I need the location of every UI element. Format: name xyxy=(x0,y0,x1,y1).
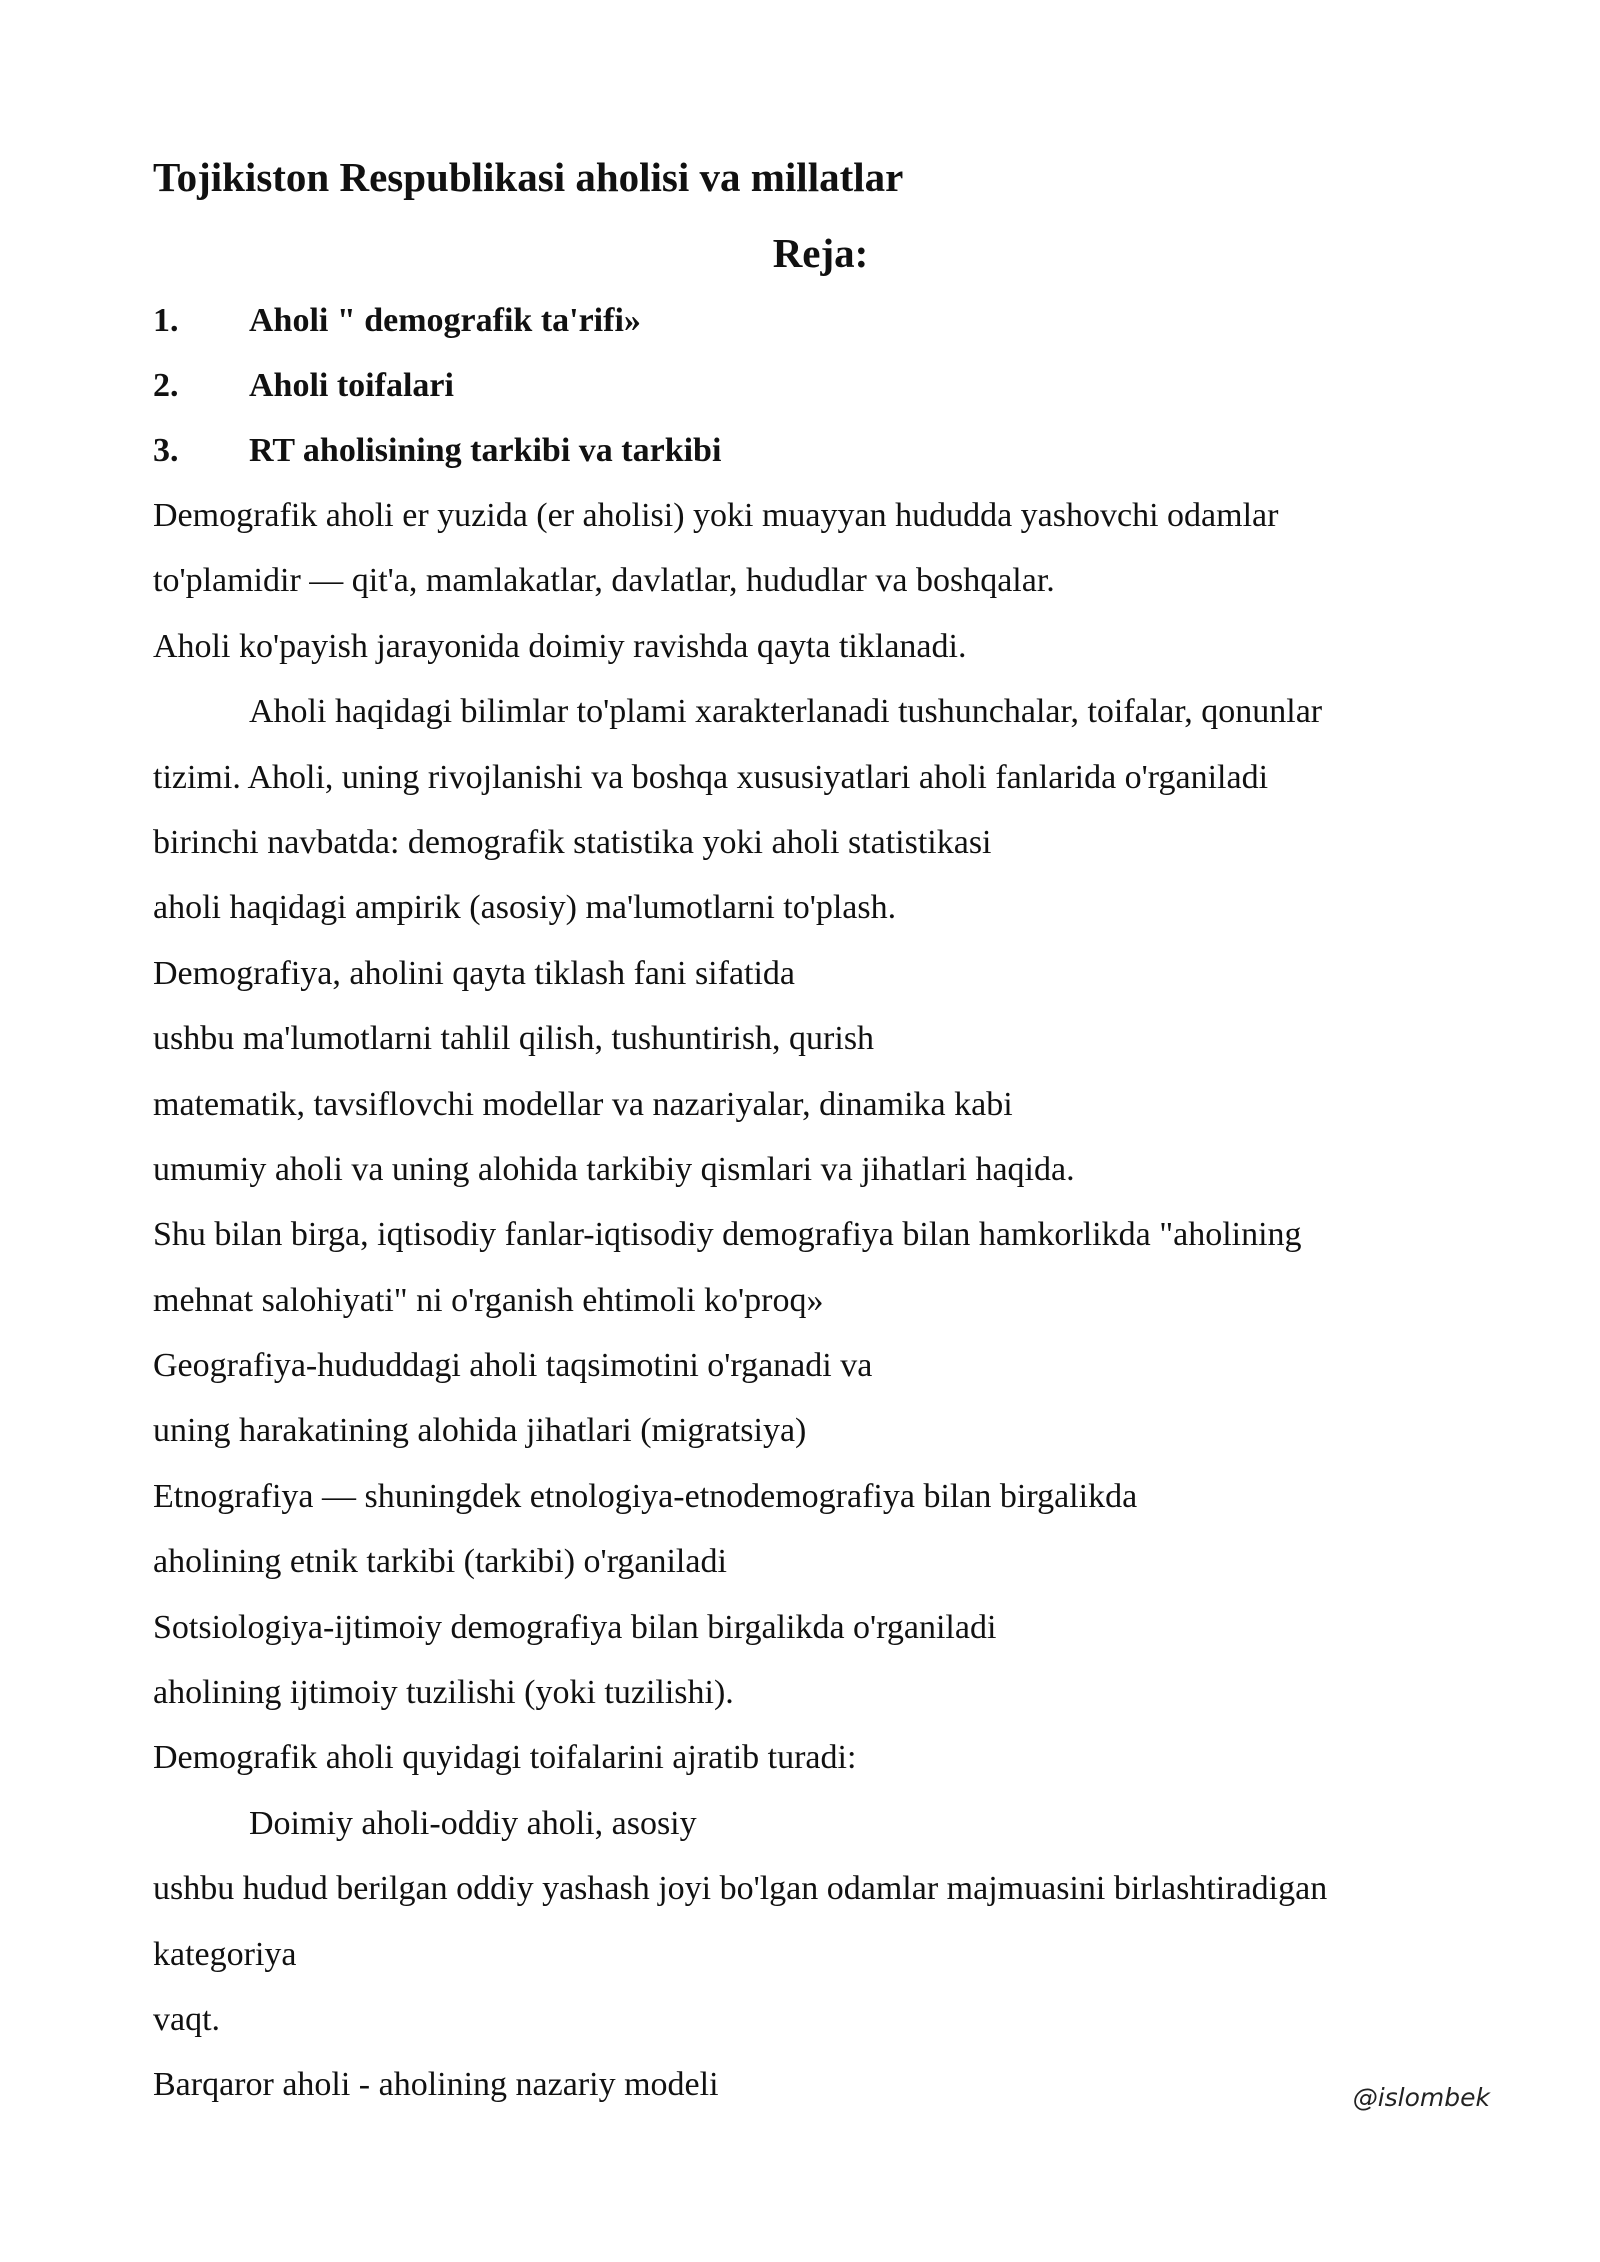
text-line: Aholi haqidagi bilimlar to'plami xarakterlanadi tushunchalar, toifalar, qonunlar xyxy=(249,693,1323,731)
plan-item-text: RT aholisining tarkibi va tarkibi xyxy=(249,432,722,469)
text-line: Sotsiologiya-ijtimoiy demografiya bilan birgalikda o'rganiladi xyxy=(153,1608,997,1646)
plan-item-number: 3. xyxy=(153,432,179,469)
text-line: umumiy aholi va uning alohida tarkibiy qismlari va jihatlari haqida. xyxy=(153,1150,1075,1188)
text-line: birinchi navbatda: demografik statistika yoki aholi statistikasi xyxy=(153,823,992,861)
text-line: Barqaror aholi - aholining nazariy modeli xyxy=(153,2066,719,2104)
document-title: Tojikiston Respublikasi aholisi va millatlar xyxy=(153,154,904,200)
text-line: Aholi ko'payish jarayonida doimiy ravishda qayta tiklanadi. xyxy=(153,627,967,665)
text-line: tizimi. Aholi, uning rivojlanishi va boshqa xususiyatlari aholi fanlarida o'rganiladi xyxy=(153,758,1269,796)
plan-item-number: 2. xyxy=(153,367,179,404)
text-line: aholining etnik tarkibi (tarkibi) o'rganiladi xyxy=(153,1543,727,1581)
text-line: ushbu ma'lumotlarni tahlil qilish, tushuntirish, qurish xyxy=(153,1020,875,1058)
plan-list xyxy=(153,296,721,491)
text-line: vaqt. xyxy=(153,2000,221,2038)
text-line: mehnat salohiyati" ni o'rganish ehtimoli ko'proq» xyxy=(153,1281,824,1319)
text-line: Etnografiya — shuningdek etnologiya-etnodemografiya bilan birgalikda xyxy=(153,1477,1138,1515)
plan-item-text: Aholi " demografik ta'rifi» xyxy=(249,302,641,339)
document-page xyxy=(153,0,1463,2262)
plan-item xyxy=(153,426,721,491)
plan-item xyxy=(153,361,721,426)
watermark: @islombek xyxy=(1352,2083,1490,2112)
text-line: Geografiya-hududdagi aholi taqsimotini o'rganadi va xyxy=(153,1347,873,1385)
text-line: aholining ijtimoiy tuzilishi (yoki tuzilishi). xyxy=(153,1674,734,1712)
text-line: kategoriya xyxy=(153,1935,297,1973)
text-line: ushbu hudud berilgan oddiy yashash joyi bo'lgan odamlar majmuasini birlashtiradigan xyxy=(153,1870,1328,1908)
plan-item-number: 1. xyxy=(153,302,179,339)
body-text xyxy=(153,491,1473,2126)
text-line: Doimiy aholi-oddiy aholi, asosiy xyxy=(249,1804,697,1842)
plan-item-text: Aholi toifalari xyxy=(249,367,454,404)
text-line: uning harakatining alohida jihatlari (migratsiya) xyxy=(153,1412,807,1450)
text-line: aholi haqidagi ampirik (asosiy) ma'lumotlarni to'plash. xyxy=(153,889,897,927)
text-line: Demografiya, aholini qayta tiklash fani sifatida xyxy=(153,954,796,992)
text-line: Shu bilan birga, iqtisodiy fanlar-iqtisodiy demografiya bilan hamkorlikda "aholining xyxy=(153,1216,1302,1254)
text-line: Demografik aholi er yuzida (er aholisi) yoki muayyan hududda yashovchi odamlar xyxy=(153,497,1279,534)
plan-item xyxy=(153,296,721,361)
plan-heading: Reja: xyxy=(772,230,869,276)
text-line: Demografik aholi quyidagi toifalarini ajratib turadi: xyxy=(153,1739,857,1777)
text-line: to'plamidir — qit'a, mamlakatlar, davlatlar, hududlar va boshqalar. xyxy=(153,562,1055,600)
text-line: matematik, tavsiflovchi modellar va nazariyalar, dinamika kabi xyxy=(153,1085,1013,1123)
